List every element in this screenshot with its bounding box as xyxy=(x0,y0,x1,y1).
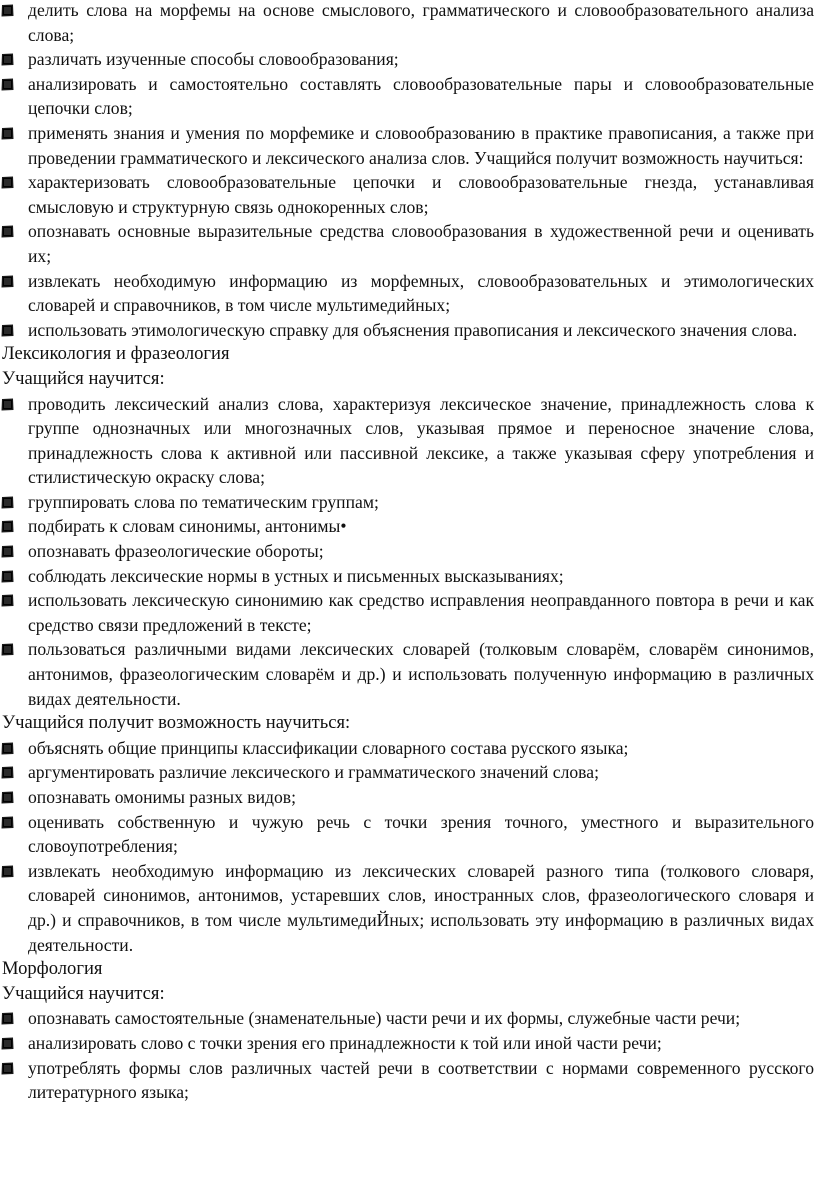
square-bullet-icon xyxy=(0,1061,15,1076)
list-item-text: пользоваться различными видами лексических словарей (толковым словарём, словарём синонимов, антонимов, фразеологическим словарём и др.) и использовать полученную информацию в различных видах деятельности. xyxy=(28,639,814,709)
list-item-text: анализировать и самостоятельно составлять словообразовательные пары и словообразовательные цепочки слов; xyxy=(28,73,814,119)
list-item-text: объяснять общие принципы классификации словарного состава русского языка; xyxy=(28,737,629,758)
morphology-learns-list xyxy=(0,1006,816,1104)
list-item xyxy=(0,1006,816,1031)
list-item xyxy=(0,785,816,810)
square-bullet-icon xyxy=(0,815,15,830)
list-item xyxy=(0,490,816,515)
square-bullet-icon xyxy=(0,1011,15,1026)
learns-heading: Учащийся научится: xyxy=(2,982,165,1004)
list-item xyxy=(0,170,816,219)
list-item-text: использовать лексическую синонимию как средство исправления неоправданного повтора в речи и как средство связи предложений в тексте; xyxy=(28,590,814,635)
opportunity-heading: Учащийся получит возможность научиться: xyxy=(2,712,351,734)
list-item-text: различать изученные способы словообразования; xyxy=(28,49,399,70)
list-item-text: использовать этимологическую справку для объяснения правописания и лексического значения слова. xyxy=(28,319,798,340)
square-bullet-icon xyxy=(0,175,15,190)
list-item-text: опознавать самостоятельные (знаменательные) части речи и их формы, служебные части речи; xyxy=(28,1008,741,1029)
list-item xyxy=(0,760,816,785)
list-item-text: применять знания и умения по морфемике и словообразованию в практике правописания, а также при проведении грамматического и лексического анализа слов. Учащийся получит возможность научиться: xyxy=(28,122,814,168)
square-bullet-icon xyxy=(0,126,15,141)
list-item-text: аргументировать различие лексического и грамматического значений слова; xyxy=(28,762,599,783)
square-bullet-icon xyxy=(0,642,15,657)
square-bullet-icon xyxy=(0,3,15,18)
list-item xyxy=(0,0,816,47)
square-bullet-icon xyxy=(0,569,15,584)
square-bullet-icon xyxy=(0,864,15,879)
list-item xyxy=(0,1056,816,1105)
list-item xyxy=(0,318,816,343)
list-item xyxy=(0,121,816,170)
list-item xyxy=(0,219,816,268)
list-item xyxy=(0,72,816,121)
square-bullet-icon xyxy=(0,323,15,338)
list-item-text: извлекать необходимую информацию из морфемных, словообразовательных и этимологических словарей и справочников, в том числе мультимедийных; xyxy=(28,270,814,316)
list-item-text: анализировать слово с точки зрения его принадлежности к той или иной части речи; xyxy=(28,1032,662,1053)
list-item xyxy=(0,588,816,637)
lexicology-learns-list xyxy=(0,392,816,712)
list-item-text: употреблять формы слов различных частей речи в соответствии с нормами современного русского литературного языка; xyxy=(28,1057,814,1103)
list-item xyxy=(0,47,816,72)
list-item xyxy=(0,539,816,564)
list-item-text: группировать слова по тематическим группам; xyxy=(28,491,379,512)
section-title-lexicology: Лексикология и фразеология xyxy=(2,343,230,365)
square-bullet-icon xyxy=(0,544,15,559)
list-item-text: подбирать к словам синонимы, антонимы• xyxy=(28,516,347,537)
list-item-text: опознавать основные выразительные средства словообразования в художественной речи и оценивать их; xyxy=(28,221,814,266)
list-item-text: делить слова на морфемы на основе смыслового, грамматического и словообразовательного анализа слова; xyxy=(28,0,814,45)
list-item-text: извлекать необходимую информацию из лексических словарей разного типа (толкового словаря, словарей синонимов, антонимов, устаревших слов, иностранных слов, фразеологического словаря и др.) и справочников, в том числе мультимедиЙных; использовать эту информацию в различных видах деятельности. xyxy=(28,860,814,955)
list-item-text: опознавать омонимы разных видов; xyxy=(28,787,296,807)
list-item xyxy=(0,392,816,490)
list-item-text: соблюдать лексические нормы в устных и письменных высказываниях; xyxy=(28,565,564,586)
list-item-text: характеризовать словообразовательные цепочки и словообразовательные гнезда, устанавливая смысловую и структурную связь однокоренных слов; xyxy=(28,172,814,217)
lexicology-opportunity-list xyxy=(0,736,816,957)
list-item xyxy=(0,810,816,859)
section-title-morphology: Морфология xyxy=(2,958,103,980)
square-bullet-icon xyxy=(0,397,15,412)
square-bullet-icon xyxy=(0,593,15,608)
square-bullet-icon xyxy=(0,741,15,756)
morphemics-list xyxy=(0,0,816,342)
list-item-text: оценивать собственную и чужую речь с точки зрения точного, уместного и выразительного словоупотребления; xyxy=(28,811,814,857)
list-item xyxy=(0,1031,816,1056)
square-bullet-icon xyxy=(0,274,15,289)
square-bullet-icon xyxy=(0,790,15,805)
list-item-text: проводить лексический анализ слова, характеризуя лексическое значение, принадлежность слова к группе однозначных или многозначных слов, указывая прямое и переносное значение слова, принадлежность слова к активной или пассивной лексике, а также указывая сферу употребления и стилистическую окраску слова; xyxy=(28,393,814,488)
list-item xyxy=(0,736,816,761)
square-bullet-icon xyxy=(0,495,15,510)
list-item xyxy=(0,514,816,539)
square-bullet-icon xyxy=(0,765,15,780)
square-bullet-icon xyxy=(0,1036,15,1051)
list-item xyxy=(0,637,816,711)
square-bullet-icon xyxy=(0,77,15,92)
square-bullet-icon xyxy=(0,519,15,534)
list-item xyxy=(0,859,816,957)
square-bullet-icon xyxy=(0,52,15,67)
list-item xyxy=(0,564,816,589)
learns-heading: Учащийся научится: xyxy=(2,367,165,389)
list-item xyxy=(0,269,816,318)
square-bullet-icon xyxy=(0,224,15,239)
list-item-text: опознавать фразеологические обороты; xyxy=(28,541,324,562)
